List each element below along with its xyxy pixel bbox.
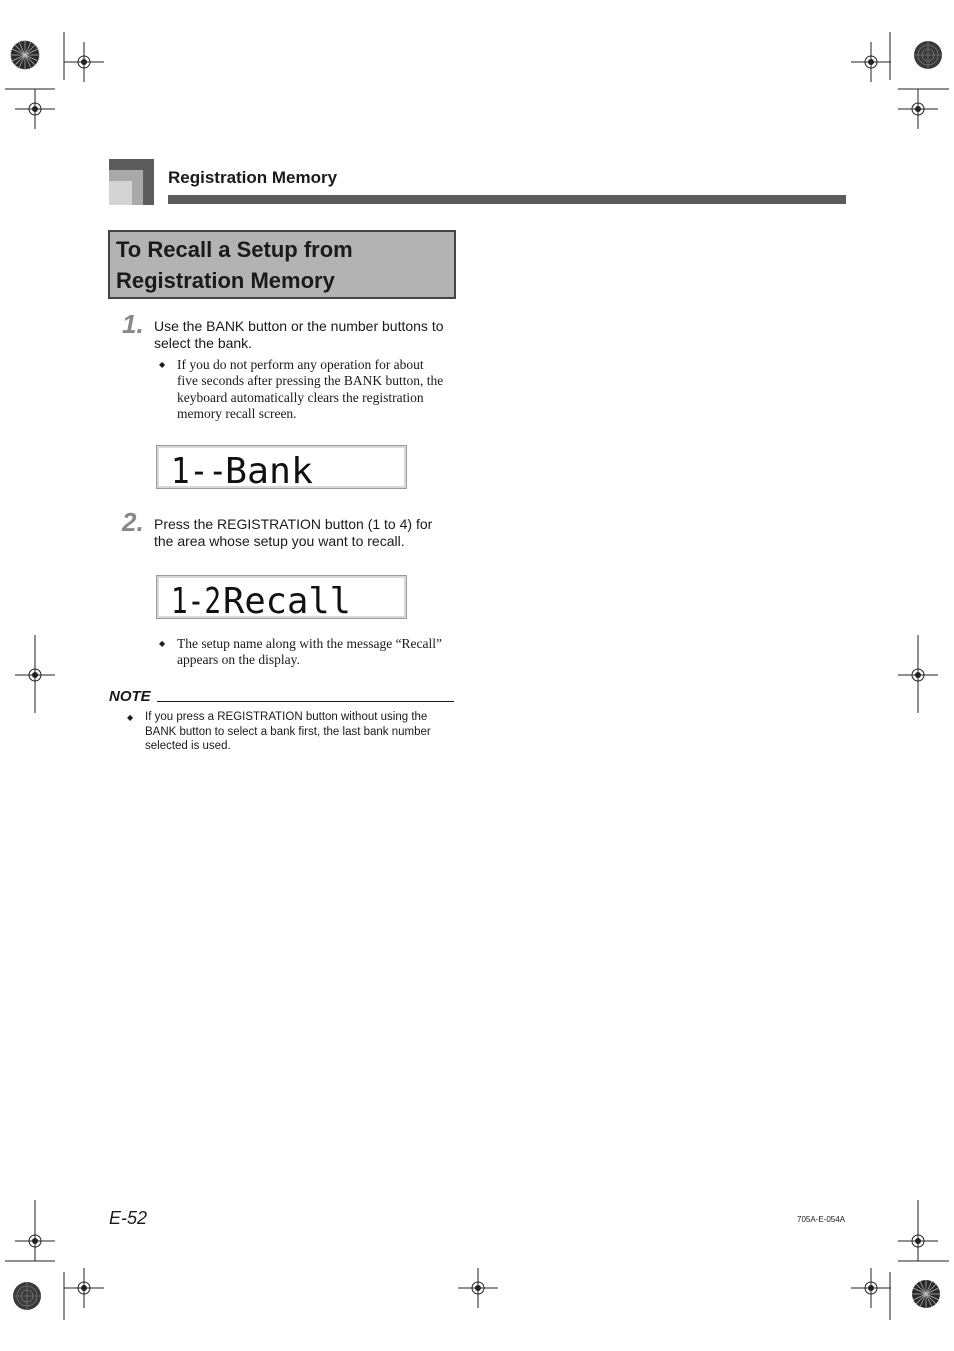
lcd-prefix: 1-2	[171, 581, 221, 618]
section-header-label: Registration Memory	[168, 168, 338, 187]
lcd-readout	[157, 446, 406, 488]
step-number: 1.	[122, 309, 144, 339]
lcd-message: Recall	[223, 581, 351, 618]
lcd-readout	[157, 576, 406, 618]
bullet-item: ◆ The setup name along with the message “Recall” appears on the display.	[159, 636, 443, 668]
bullet-item: ◆ If you do not perform any operation for about five seconds after pressing the BANK button, the keyboard automatically clears the registration memory recall screen.	[159, 357, 444, 421]
diamond-bullet-icon: ◆	[127, 713, 134, 722]
diamond-bullet-icon: ◆	[159, 639, 166, 648]
note-item: ◆ If you press a REGISTRATION button without using the BANK button to select a bank first, the last bank number selected is used.	[127, 711, 431, 752]
step-instruction: Use the BANK button or the number buttons to select the bank.	[154, 318, 444, 351]
lcd-display	[156, 575, 407, 619]
lcd-message: Bank	[225, 451, 314, 488]
section-title-box	[108, 230, 456, 299]
header-rule	[168, 195, 846, 204]
diamond-bullet-icon: ◆	[159, 360, 166, 369]
page-number: E-52	[109, 1208, 148, 1228]
lcd-display	[156, 445, 407, 489]
lcd-prefix: 1--	[171, 451, 227, 488]
note-label: NOTE	[109, 688, 151, 705]
step-instruction: Press the REGISTRATION button (1 to 4) for the area whose setup you want to recall.	[154, 516, 433, 549]
page-title: To Recall a Setup from Registration Memory	[116, 237, 353, 293]
note-rule	[157, 701, 454, 702]
step-number: 2.	[122, 507, 144, 537]
document-code: 705A-E-054A	[797, 1215, 846, 1224]
header-tab-block	[109, 181, 132, 205]
